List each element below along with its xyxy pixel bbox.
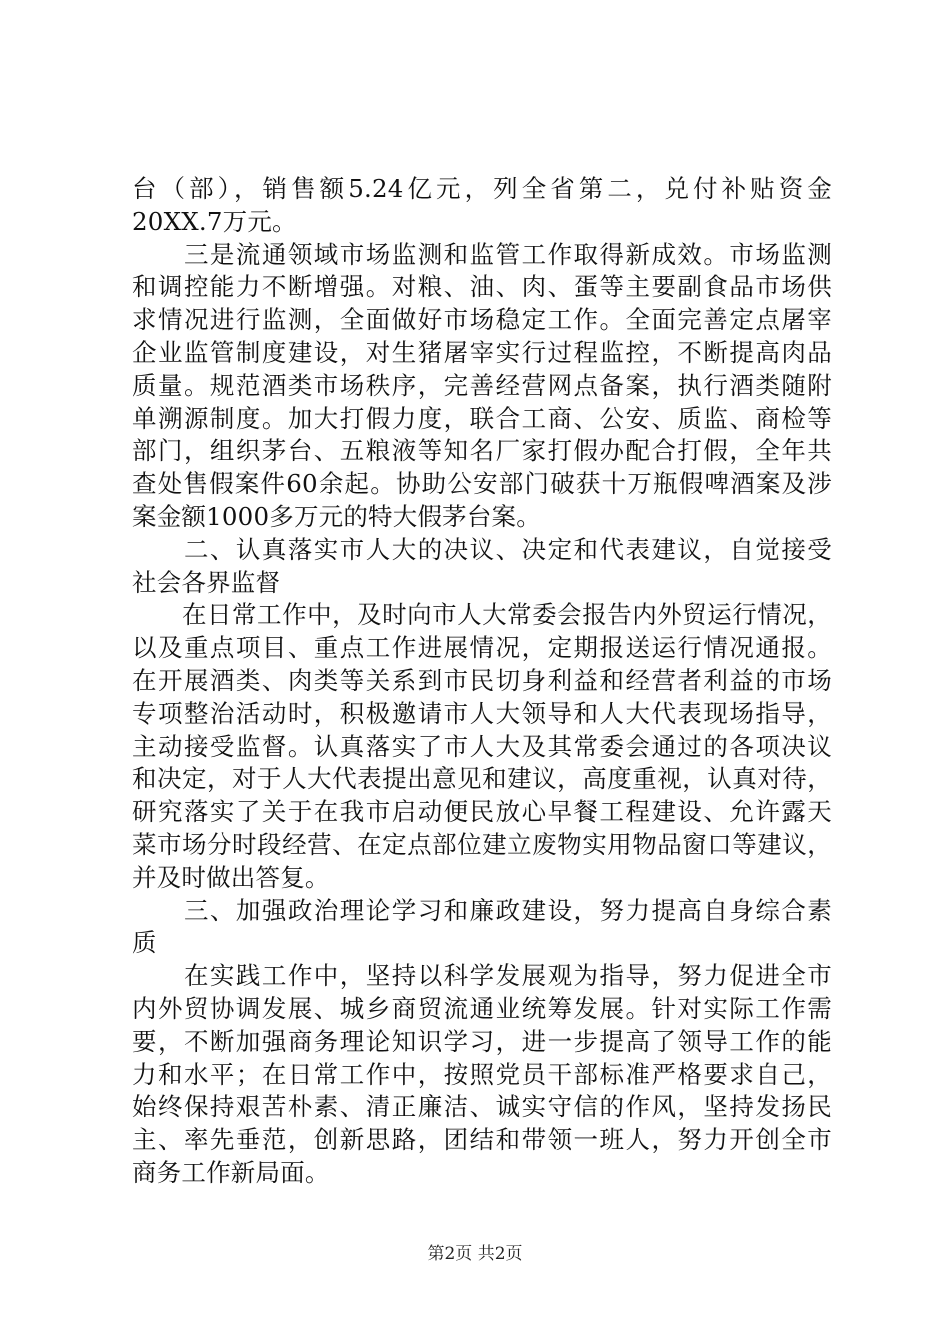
text-line: 和决定，对于人大代表提出意见和建议，高度重视，认真对待， bbox=[132, 764, 832, 794]
section-heading-line: 社会各界监督 bbox=[132, 567, 281, 597]
text-line: 要，不断加强商务理论知识学习，进一步提高了领导工作的能 bbox=[132, 1026, 832, 1056]
text-line: 20XX.7万元。 bbox=[132, 206, 297, 236]
text-line: 在日常工作中，及时向市人大常委会报告内外贸运行情况， bbox=[132, 600, 832, 630]
text-line: 部门，组织茅台、五粮液等知名厂家打假办配合打假，全年共 bbox=[132, 436, 832, 466]
text-line: 始终保持艰苦朴素、清正廉洁、诚实守信的作风，坚持发扬民 bbox=[132, 1092, 832, 1122]
section-heading-line: 三、加强政治理论学习和廉政建设，努力提高自身综合素 bbox=[132, 895, 832, 925]
text-line: 质量。规范酒类市场秩序，完善经营网点备案，执行酒类随附 bbox=[132, 370, 832, 400]
text-line: 三是流通领域市场监测和监管工作取得新成效。市场监测 bbox=[132, 239, 832, 269]
text-line: 查处售假案件60余起。协助公安部门破获十万瓶假啤酒案及涉 bbox=[132, 469, 832, 499]
text-line: 菜市场分时段经营、在定点部位建立废物实用物品窗口等建议， bbox=[132, 829, 832, 859]
text-line: 求情况进行监测，全面做好市场稳定工作。全面完善定点屠宰 bbox=[132, 305, 832, 335]
text-line: 企业监管制度建设，对生猪屠宰实行过程监控，不断提高肉品 bbox=[132, 337, 832, 367]
text-line: 内外贸协调发展、城乡商贸流通业统筹发展。针对实际工作需 bbox=[132, 993, 832, 1023]
text-line: 力和水平；在日常工作中，按照党员干部标准严格要求自己， bbox=[132, 1059, 832, 1089]
document-body bbox=[132, 173, 832, 1190]
text-line: 台（部），销售额5.24亿元，列全省第二，兑付补贴资金 bbox=[132, 174, 832, 203]
text-line: 并及时做出答复。 bbox=[132, 862, 330, 892]
text-line: 案金额1000多万元的特大假茅台案。 bbox=[132, 501, 541, 531]
text-line: 以及重点项目、重点工作进展情况，定期报送运行情况通报。 bbox=[132, 633, 832, 663]
text-line: 在开展酒类、肉类等关系到市民切身利益和经营者利益的市场 bbox=[132, 665, 832, 695]
text-line: 主、率先垂范，创新思路，团结和带领一班人，努力开创全市 bbox=[132, 1125, 832, 1155]
section-heading-line: 质 bbox=[132, 928, 157, 958]
text-line: 研究落实了关于在我市启动便民放心早餐工程建设、允许露天 bbox=[132, 797, 832, 827]
text-line: 在实践工作中，坚持以科学发展观为指导，努力促进全市 bbox=[132, 961, 832, 991]
text-line: 单溯源制度。加大打假力度，联合工商、公安、质监、商检等 bbox=[132, 403, 832, 433]
text-line: 和调控能力不断增强。对粮、油、肉、蛋等主要副食品市场供 bbox=[132, 272, 832, 302]
text-line: 主动接受监督。认真落实了市人大及其常委会通过的各项决议 bbox=[132, 731, 832, 761]
text-line: 商务工作新局面。 bbox=[132, 1157, 330, 1187]
text-line: 专项整治活动时，积极邀请市人大领导和人大代表现场指导， bbox=[132, 698, 832, 728]
section-heading-line: 二、认真落实市人大的决议、决定和代表建议，自觉接受 bbox=[132, 534, 832, 564]
page-number-footer: 第2页 共2页 bbox=[427, 1244, 523, 1264]
